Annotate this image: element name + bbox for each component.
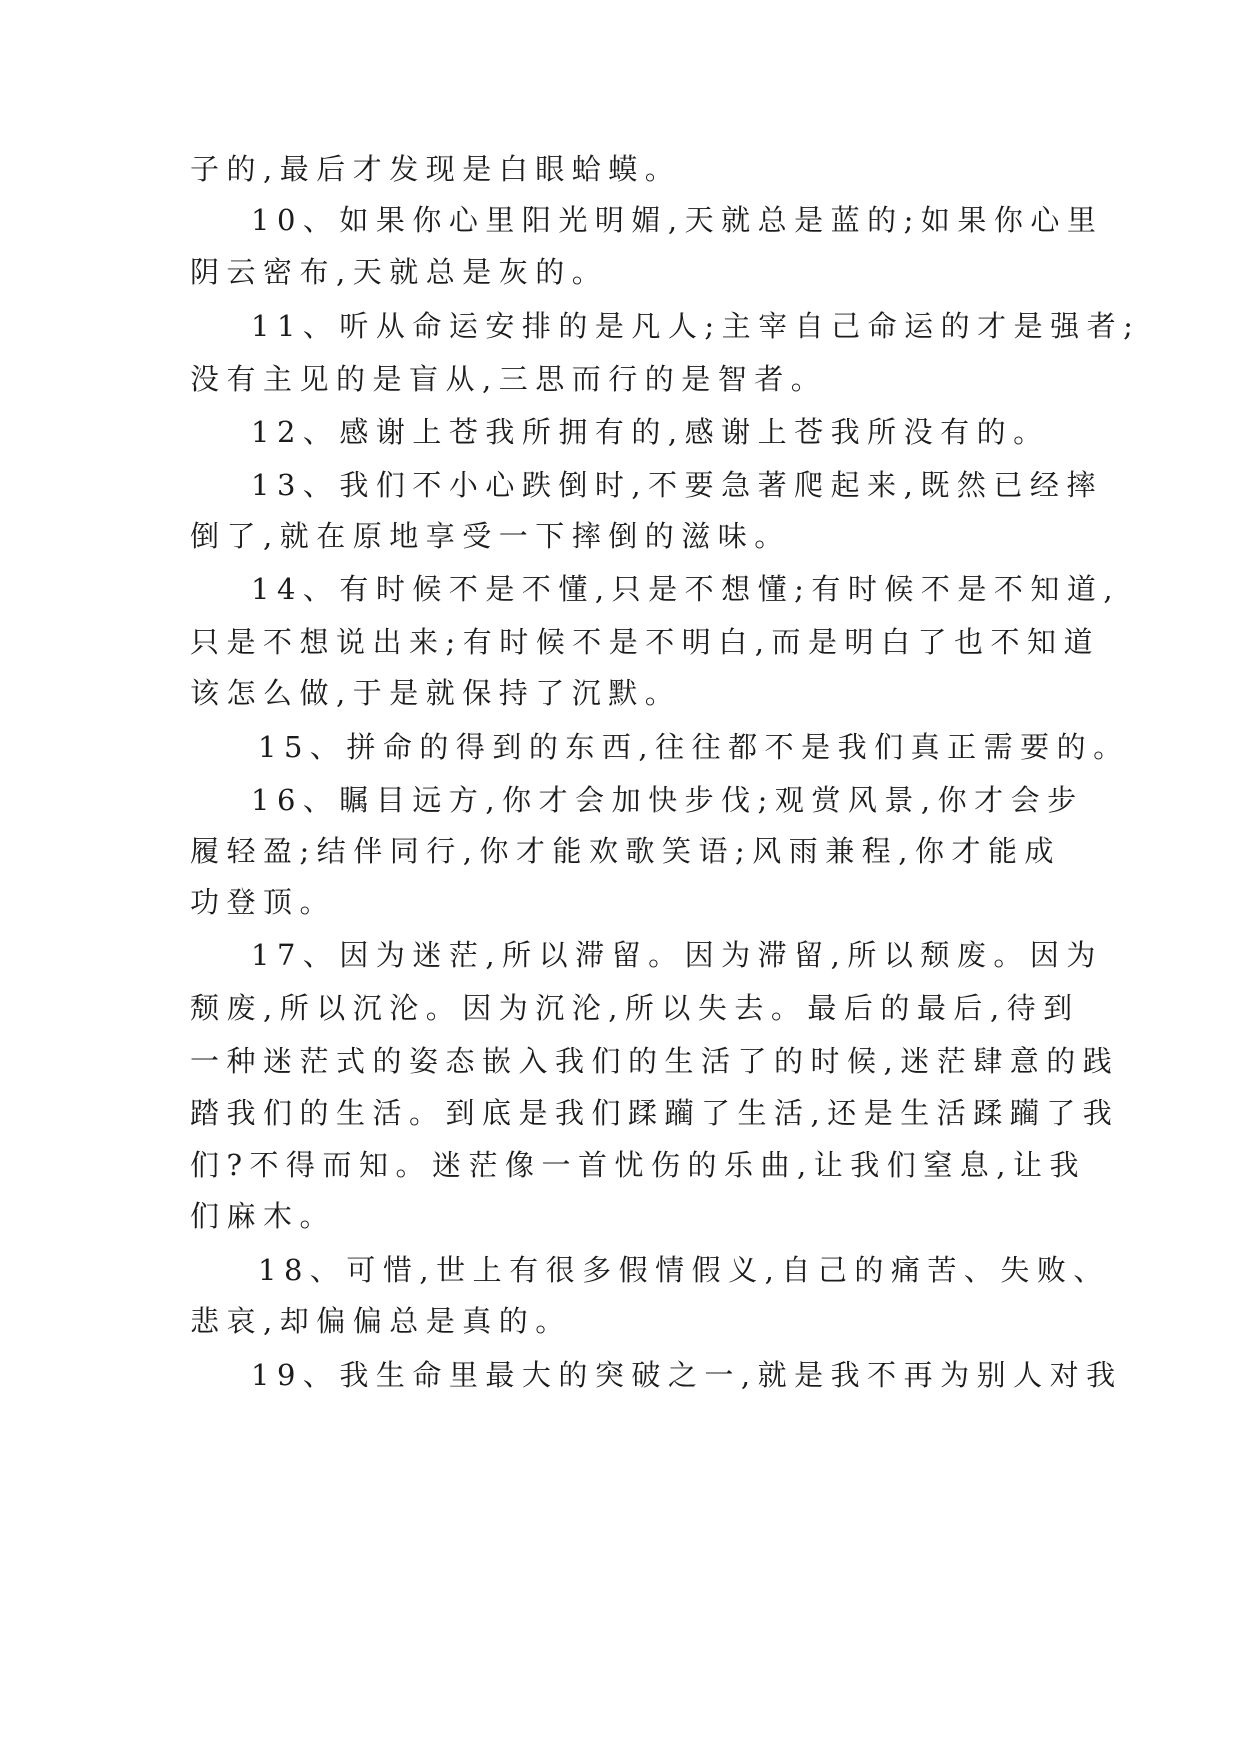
- text-line: 10、如果你心里阳光明媚,天就总是蓝的;如果你心里: [251, 203, 1104, 237]
- text-line: 只是不想说出来;有时候不是不明白,而是明白了也不知道: [190, 625, 1100, 659]
- text-line: 没有主见的是盲从,三思而行的是智者。: [190, 362, 828, 396]
- text-line: 12、感谢上苍我所拥有的,感谢上苍我所没有的。: [251, 415, 1050, 449]
- text-line: 踏我们的生活。到底是我们蹂躏了生活,还是生活蹂躏了我: [190, 1096, 1120, 1130]
- text-line: 悲哀,却偏偏总是真的。: [190, 1304, 572, 1338]
- text-line: 阴云密布,天就总是灰的。: [190, 255, 609, 289]
- text-line: 16、瞩目远方,你才会加快步伐;观赏风景,你才会步: [251, 783, 1084, 817]
- text-line: 15、拼命的得到的东西,往往都不是我们真正需要的。: [258, 730, 1130, 764]
- text-line: 颓废,所以沉沦。因为沉沦,所以失去。最后的最后,待到: [190, 991, 1080, 1025]
- text-line: 13、我们不小心跌倒时,不要急著爬起来,既然已经摔: [251, 468, 1103, 502]
- text-line: 19、我生命里最大的突破之一,就是我不再为别人对我: [251, 1358, 1123, 1392]
- text-line: 们麻木。: [190, 1199, 337, 1233]
- text-line: 14、有时候不是不懂,只是不想懂;有时候不是不知道,: [251, 572, 1121, 606]
- text-line: 18、可惜,世上有很多假情假义,自己的痛苦、失败、: [258, 1253, 1110, 1287]
- text-line: 倒了,就在原地享受一下摔倒的滋味。: [190, 519, 791, 553]
- text-line: 子的,最后才发现是白眼蛤蟆。: [190, 152, 682, 186]
- text-line: 功登顶。: [190, 885, 337, 919]
- text-line: 该怎么做,于是就保持了沉默。: [190, 676, 682, 710]
- text-line: 11、听从命运安排的是凡人;主宰自己命运的才是强者;: [251, 309, 1141, 343]
- text-line: 履轻盈;结伴同行,你才能欢歌笑语;风雨兼程,你才能成: [190, 834, 1061, 868]
- text-line: 一种迷茫式的姿态嵌入我们的生活了的时候,迷茫肆意的践: [190, 1044, 1120, 1078]
- text-line: 们?不得而知。迷茫像一首忧伤的乐曲,让我们窒息,让我: [190, 1148, 1086, 1182]
- text-line: 17、因为迷茫,所以滞留。因为滞留,所以颓废。因为: [251, 938, 1103, 972]
